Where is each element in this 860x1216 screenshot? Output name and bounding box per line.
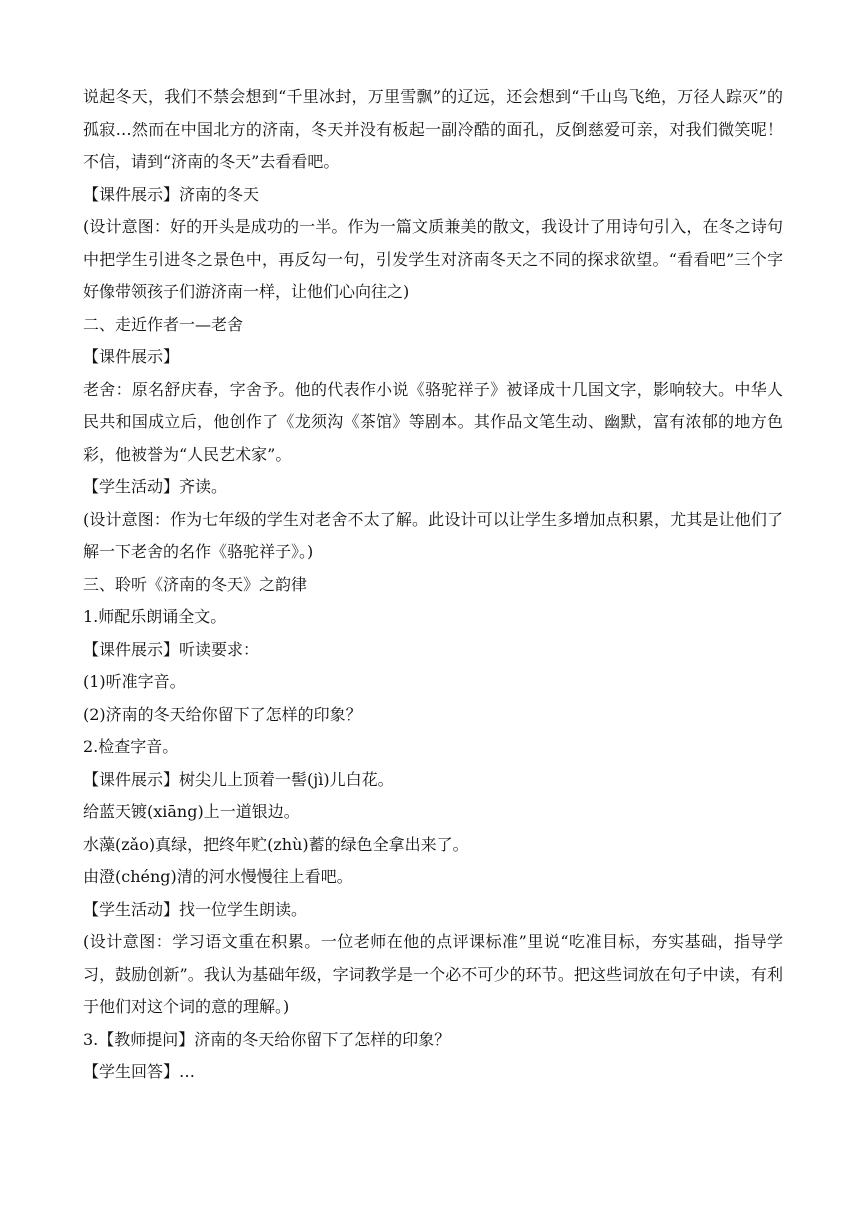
student-activity-line: 【学生活动】找一位学生朗读。 [83,899,308,919]
intro-paragraph: 说起冬天，我们不禁会想到“千里冰封，万里雪飘”的辽远，还会想到“千山鸟飞绝，万径人踪灭”的孤寂…然而在中国北方的济南，冬天并没有板起一副冷酷的面孔，反倒慈爱可亲，对我们微笑呢！不信，请到“济南的冬天”去看看吧。 [83,87,783,171]
requirement-item: (2)济南的冬天给你留下了怎样的印象？ [83,704,362,724]
section-heading-author: 二、走近作者一—老舍 [83,314,244,334]
courseware-display-line: 【课件展示】 [83,347,180,366]
courseware-display-line: 【课件展示】济南的冬天 [83,184,260,204]
design-intent-paragraph: (设计意图：作为七年级的学生对老舍不太了解。此设计可以让学生多增加点积累，尤其是让他们了解一下老舍的名作《骆驼祥子》。) [83,509,783,561]
section-heading-rhythm: 三、聆听《济南的冬天》之韵律 [83,574,308,594]
pronunciation-sentence: 由澄(chéng)清的河水慢慢往上看吧。 [83,867,353,886]
design-intent-paragraph: (设计意图：学习语文重在积累。一位老师在他的点评课标准”里说“吃准目标，夯实基础，指导学习，鼓励创新”。我认为基础年级，字词教学是一个必不可少的环节。把这些词放在句子中读，有利于他们对这个词的意的理解。) [83,932,783,1016]
pronunciation-sentence: 给蓝天镀(xiāng)上一道银边。 [83,802,300,821]
step-line: 1.师配乐朗诵全文。 [83,607,227,626]
design-intent-paragraph: (设计意图：好的开头是成功的一半。作为一篇文质兼美的散文，我设计了用诗句引入，在冬之诗句中把学生引进冬之景色中，再反勾一句，引发学生对济南冬天之不同的探求欲望。“看看吧”三个字好像带领孩子们游济南一样，让他们心向往之) [83,217,783,301]
student-answer-line: 【学生回答】… [83,1062,196,1081]
courseware-display-line: 【课件展示】树尖儿上顶着一髻(jì)儿白花。 [83,769,394,789]
pronunciation-sentence: 水藻(zǎo)真绿，把终年贮(zhù)蓄的绿色全拿出来了。 [83,834,469,854]
student-activity-line: 【学生活动】齐读。 [83,477,228,496]
document-page [83,81,783,1089]
teacher-question-line: 3.【教师提问】济南的冬天给你留下了怎样的印象？ [83,1029,451,1049]
step-line: 2.检查字音。 [83,737,179,756]
requirement-item: (1)听准字音。 [83,672,186,691]
author-bio-paragraph: 老舍：原名舒庆春，字舍予。他的代表作小说《骆驼祥子》被译成十几国文字，影响较大。中华人民共和国成立后，他创作了《龙须沟《茶馆》等剧本。其作品文笔生动、幽默，富有浓郁的地方色彩，他被誉为“人民艺术家”。 [83,379,783,464]
courseware-display-line: 【课件展示】听读要求： [83,639,260,659]
